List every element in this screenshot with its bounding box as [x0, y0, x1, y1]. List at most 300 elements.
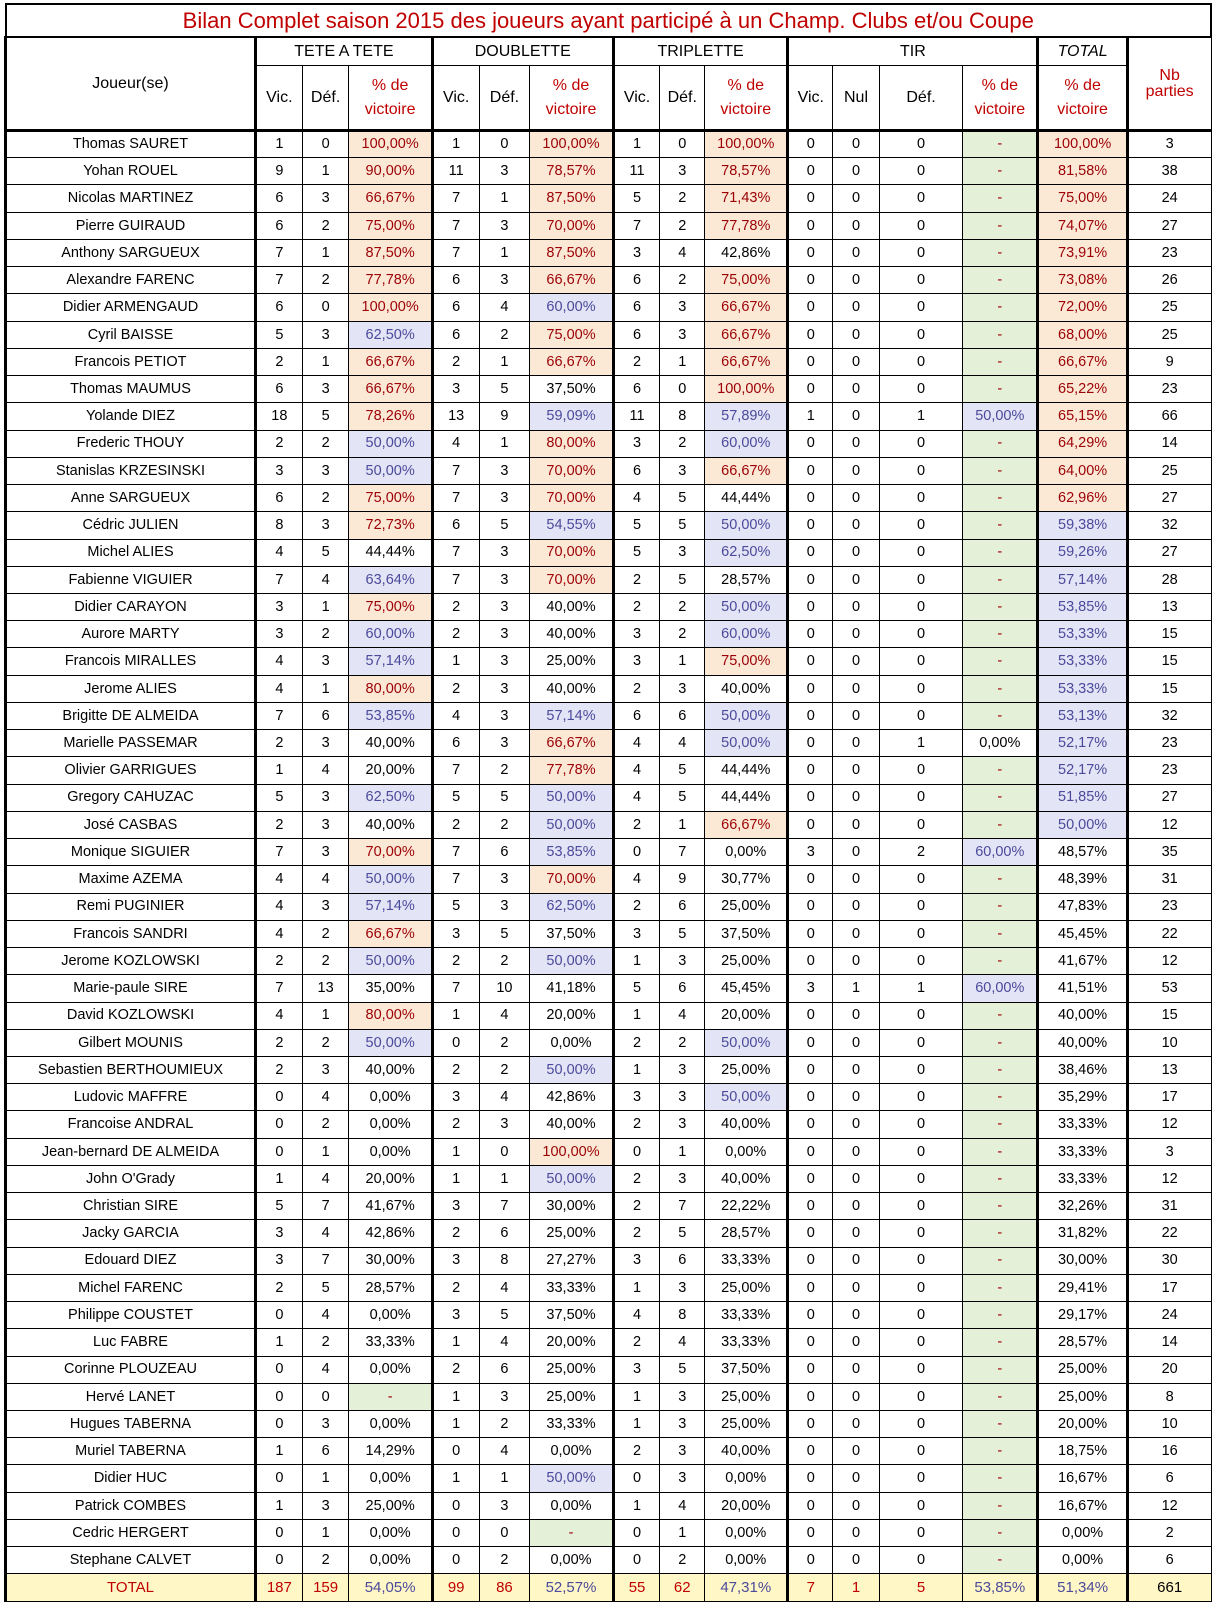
cell-tat-pct: 87,50%	[349, 239, 432, 266]
cell-total-pct: 53,33%	[1038, 648, 1127, 675]
cell-tpl-pct: 25,00%	[705, 1274, 788, 1301]
cell-tir-nul: 0	[833, 185, 880, 212]
cell-tir-vic: 0	[788, 1274, 833, 1301]
cell-total-pct: 65,22%	[1038, 376, 1127, 403]
cell-dbl-pct: 60,00%	[530, 294, 613, 321]
cell-tpl-pct: 45,45%	[705, 975, 788, 1002]
table-row	[6, 839, 1212, 866]
cell-dbl-pct: 40,00%	[530, 675, 613, 702]
cell-tir-vic: 0	[788, 920, 833, 947]
cell-nb-parties: 27	[1127, 485, 1211, 512]
cell-dbl-def: 8	[479, 1247, 530, 1274]
cell-tat-def: 1	[302, 158, 349, 185]
cell-tat-vic: 0	[256, 1302, 303, 1329]
cell-tpl-def: 1	[660, 811, 705, 838]
total-tpl-vic: 55	[613, 1574, 660, 1602]
cell-tir-nul: 0	[833, 485, 880, 512]
cell-dbl-def: 3	[479, 566, 530, 593]
nb-parties-label: Nb parties	[1145, 66, 1194, 100]
cell-tat-def: 5	[302, 1274, 349, 1301]
cell-tir-nul: 0	[833, 1411, 880, 1438]
cell-tat-pct: 62,50%	[349, 784, 432, 811]
cell-tir-pct: -	[963, 948, 1038, 975]
total-dbl-pct: 52,57%	[530, 1574, 613, 1602]
cell-tpl-vic: 6	[613, 376, 660, 403]
cell-player: Stephane CALVET	[6, 1547, 256, 1574]
cell-tpl-def: 5	[660, 1356, 705, 1383]
table-row	[6, 539, 1212, 566]
cell-tpl-def: 1	[660, 1138, 705, 1165]
cell-tat-pct: 41,67%	[349, 1193, 432, 1220]
cell-tir-pct: -	[963, 539, 1038, 566]
cell-tir-def: 0	[879, 376, 962, 403]
cell-tpl-def: 3	[660, 321, 705, 348]
cell-tat-pct: 75,00%	[349, 212, 432, 239]
cell-tir-nul: 0	[833, 348, 880, 375]
cell-tpl-def: 5	[660, 757, 705, 784]
cell-dbl-vic: 0	[432, 1492, 479, 1519]
table-row	[6, 621, 1212, 648]
cell-player: Yolande DIEZ	[6, 403, 256, 430]
cell-tat-def: 0	[302, 1383, 349, 1410]
cell-dbl-pct: 59,09%	[530, 403, 613, 430]
cell-nb-parties: 3	[1127, 131, 1211, 158]
cell-total-pct: 35,29%	[1038, 1084, 1127, 1111]
subheader-tir-vic	[788, 66, 833, 131]
table-row	[6, 948, 1212, 975]
cell-tir-pct: -	[963, 239, 1038, 266]
cell-tpl-def: 9	[660, 866, 705, 893]
cell-tir-vic: 3	[788, 975, 833, 1002]
cell-dbl-pct: 37,50%	[530, 1302, 613, 1329]
cell-dbl-def: 4	[479, 1084, 530, 1111]
cell-tir-def: 0	[879, 348, 962, 375]
subheader-tir-pct-label: % de victoire	[974, 77, 1026, 118]
cell-tpl-vic: 2	[613, 593, 660, 620]
cell-tat-def: 1	[302, 675, 349, 702]
cell-dbl-def: 6	[479, 1356, 530, 1383]
cell-total-pct: 20,00%	[1038, 1411, 1127, 1438]
cell-tir-vic: 0	[788, 185, 833, 212]
cell-dbl-vic: 3	[432, 376, 479, 403]
total-nb-parties: 661	[1127, 1574, 1211, 1602]
cell-nb-parties: 2	[1127, 1519, 1211, 1546]
cell-tpl-def: 1	[660, 648, 705, 675]
cell-player: Marie-paule SIRE	[6, 975, 256, 1002]
cell-tir-pct: -	[963, 212, 1038, 239]
cell-dbl-pct: 100,00%	[530, 131, 613, 158]
cell-tir-def: 0	[879, 920, 962, 947]
cell-player: Gregory CAHUZAC	[6, 784, 256, 811]
table-row	[6, 158, 1212, 185]
cell-tat-vic: 4	[256, 893, 303, 920]
cell-nb-parties: 23	[1127, 730, 1211, 757]
cell-tat-pct: 0,00%	[349, 1302, 432, 1329]
cell-tat-def: 2	[302, 1547, 349, 1574]
cell-tir-def: 0	[879, 512, 962, 539]
cell-tat-pct: 77,78%	[349, 267, 432, 294]
cell-dbl-vic: 7	[432, 457, 479, 484]
cell-tpl-vic: 6	[613, 321, 660, 348]
cell-tat-pct: 50,00%	[349, 430, 432, 457]
cell-dbl-vic: 2	[432, 1220, 479, 1247]
cell-dbl-def: 9	[479, 403, 530, 430]
cell-tat-vic: 0	[256, 1356, 303, 1383]
cell-tpl-def: 3	[660, 1111, 705, 1138]
cell-dbl-pct: 50,00%	[530, 1165, 613, 1192]
cell-tir-vic: 0	[788, 566, 833, 593]
cell-tir-nul: 0	[833, 893, 880, 920]
group-total: TOTAL	[1038, 37, 1127, 66]
total-tir-nul: 1	[833, 1574, 880, 1602]
cell-total-pct: 29,41%	[1038, 1274, 1127, 1301]
cell-tir-nul: 0	[833, 1084, 880, 1111]
cell-player: Hugues TABERNA	[6, 1411, 256, 1438]
cell-tir-vic: 0	[788, 1356, 833, 1383]
cell-tir-nul: 0	[833, 920, 880, 947]
cell-tpl-pct: 20,00%	[705, 1492, 788, 1519]
cell-dbl-vic: 1	[432, 1002, 479, 1029]
cell-dbl-vic: 6	[432, 294, 479, 321]
cell-nb-parties: 17	[1127, 1084, 1211, 1111]
cell-tir-nul: 0	[833, 158, 880, 185]
cell-dbl-def: 2	[479, 321, 530, 348]
cell-tpl-vic: 1	[613, 1002, 660, 1029]
cell-tir-def: 2	[879, 839, 962, 866]
cell-tat-def: 4	[302, 1165, 349, 1192]
cell-tir-def: 0	[879, 1547, 962, 1574]
cell-dbl-def: 3	[479, 267, 530, 294]
cell-tat-vic: 5	[256, 1193, 303, 1220]
cell-tir-nul: 0	[833, 1329, 880, 1356]
subheader-tpl-vic	[613, 66, 660, 131]
cell-nb-parties: 12	[1127, 1165, 1211, 1192]
total-tir-pct: 53,85%	[963, 1574, 1038, 1602]
cell-total-pct: 74,07%	[1038, 212, 1127, 239]
cell-dbl-pct: 66,67%	[530, 267, 613, 294]
subheader-dbl-def	[479, 66, 530, 131]
cell-tir-vic: 0	[788, 1492, 833, 1519]
cell-tpl-vic: 2	[613, 811, 660, 838]
cell-tat-pct: 72,73%	[349, 512, 432, 539]
cell-dbl-vic: 7	[432, 485, 479, 512]
cell-tat-pct: 90,00%	[349, 158, 432, 185]
cell-tat-def: 3	[302, 321, 349, 348]
subheader-tat-vic	[256, 66, 303, 131]
total-tat-vic: 187	[256, 1574, 303, 1602]
cell-tir-pct: -	[963, 648, 1038, 675]
cell-tir-def: 0	[879, 1329, 962, 1356]
cell-dbl-pct: 87,50%	[530, 239, 613, 266]
cell-tat-pct: 40,00%	[349, 730, 432, 757]
cell-tpl-vic: 2	[613, 1220, 660, 1247]
cell-tpl-pct: 66,67%	[705, 811, 788, 838]
cell-tat-pct: 30,00%	[349, 1247, 432, 1274]
cell-tpl-def: 2	[660, 212, 705, 239]
cell-tpl-vic: 3	[613, 1356, 660, 1383]
cell-tpl-def: 3	[660, 539, 705, 566]
cell-dbl-pct: 50,00%	[530, 1465, 613, 1492]
table-row	[6, 1411, 1212, 1438]
cell-tir-def: 0	[879, 1411, 962, 1438]
cell-nb-parties: 17	[1127, 1274, 1211, 1301]
cell-tat-pct: 60,00%	[349, 621, 432, 648]
cell-dbl-def: 2	[479, 1056, 530, 1083]
cell-tat-def: 3	[302, 893, 349, 920]
cell-tir-pct: -	[963, 321, 1038, 348]
cell-tat-pct: 100,00%	[349, 294, 432, 321]
cell-tir-nul: 0	[833, 1029, 880, 1056]
cell-dbl-def: 4	[479, 1329, 530, 1356]
cell-tir-pct: -	[963, 185, 1038, 212]
cell-tpl-pct: 33,33%	[705, 1247, 788, 1274]
cell-tir-pct: 60,00%	[963, 839, 1038, 866]
table-row	[6, 321, 1212, 348]
cell-tat-vic: 6	[256, 294, 303, 321]
cell-tir-nul: 0	[833, 1438, 880, 1465]
cell-player: Muriel TABERNA	[6, 1438, 256, 1465]
cell-tir-def: 0	[879, 866, 962, 893]
cell-nb-parties: 30	[1127, 1247, 1211, 1274]
cell-total-pct: 33,33%	[1038, 1165, 1127, 1192]
cell-tpl-def: 3	[660, 1274, 705, 1301]
cell-dbl-def: 3	[479, 158, 530, 185]
cell-dbl-pct: 42,86%	[530, 1084, 613, 1111]
cell-tpl-vic: 4	[613, 485, 660, 512]
cell-dbl-pct: 80,00%	[530, 430, 613, 457]
cell-dbl-vic: 7	[432, 212, 479, 239]
cell-tir-def: 0	[879, 1111, 962, 1138]
cell-tir-vic: 0	[788, 457, 833, 484]
cell-tat-vic: 0	[256, 1084, 303, 1111]
cell-tpl-pct: 100,00%	[705, 131, 788, 158]
cell-tpl-def: 5	[660, 485, 705, 512]
cell-tpl-vic: 2	[613, 566, 660, 593]
cell-dbl-def: 6	[479, 1220, 530, 1247]
cell-tat-vic: 7	[256, 267, 303, 294]
cell-total-pct: 16,67%	[1038, 1465, 1127, 1492]
table-row	[6, 1138, 1212, 1165]
cell-tir-pct: -	[963, 1165, 1038, 1192]
cell-player: Olivier GARRIGUES	[6, 757, 256, 784]
cell-nb-parties: 25	[1127, 294, 1211, 321]
cell-tat-vic: 0	[256, 1383, 303, 1410]
total-tpl-pct: 47,31%	[705, 1574, 788, 1602]
cell-player: Michel ALIES	[6, 539, 256, 566]
cell-nb-parties: 12	[1127, 1492, 1211, 1519]
cell-tat-pct: 57,14%	[349, 648, 432, 675]
cell-tir-pct: -	[963, 866, 1038, 893]
cell-tir-nul: 0	[833, 593, 880, 620]
cell-tir-def: 0	[879, 648, 962, 675]
cell-dbl-pct: 54,55%	[530, 512, 613, 539]
cell-total-pct: 57,14%	[1038, 566, 1127, 593]
cell-tir-vic: 0	[788, 1165, 833, 1192]
table-row	[6, 1165, 1212, 1192]
cell-tat-vic: 3	[256, 593, 303, 620]
cell-tat-def: 3	[302, 784, 349, 811]
cell-tir-pct: -	[963, 1274, 1038, 1301]
cell-tat-pct: 50,00%	[349, 948, 432, 975]
cell-dbl-def: 5	[479, 920, 530, 947]
cell-tpl-pct: 44,44%	[705, 784, 788, 811]
cell-nb-parties: 8	[1127, 1383, 1211, 1410]
cell-tpl-vic: 2	[613, 893, 660, 920]
cell-total-pct: 50,00%	[1038, 811, 1127, 838]
cell-tir-pct: -	[963, 294, 1038, 321]
cell-tir-def: 0	[879, 675, 962, 702]
cell-dbl-vic: 2	[432, 811, 479, 838]
cell-tat-def: 3	[302, 457, 349, 484]
cell-tir-vic: 0	[788, 1111, 833, 1138]
cell-tir-pct: -	[963, 1329, 1038, 1356]
table-row	[6, 1302, 1212, 1329]
cell-tat-def: 2	[302, 1029, 349, 1056]
cell-tpl-def: 3	[660, 948, 705, 975]
cell-dbl-vic: 13	[432, 403, 479, 430]
table-row	[6, 1329, 1212, 1356]
cell-dbl-pct: 20,00%	[530, 1002, 613, 1029]
cell-tat-vic: 2	[256, 1029, 303, 1056]
cell-tir-nul: 0	[833, 1302, 880, 1329]
cell-tat-vic: 4	[256, 1002, 303, 1029]
cell-tir-def: 0	[879, 239, 962, 266]
cell-dbl-pct: 25,00%	[530, 1356, 613, 1383]
cell-dbl-vic: 1	[432, 648, 479, 675]
cell-tat-pct: 78,26%	[349, 403, 432, 430]
table-row	[6, 267, 1212, 294]
cell-nb-parties: 31	[1127, 866, 1211, 893]
cell-tat-vic: 8	[256, 512, 303, 539]
cell-tpl-vic: 3	[613, 621, 660, 648]
cell-tat-def: 2	[302, 621, 349, 648]
cell-tpl-def: 3	[660, 1438, 705, 1465]
cell-dbl-def: 3	[479, 539, 530, 566]
cell-player: Luc FABRE	[6, 1329, 256, 1356]
cell-player: Didier HUC	[6, 1465, 256, 1492]
cell-tir-vic: 0	[788, 1193, 833, 1220]
cell-tpl-def: 2	[660, 593, 705, 620]
cell-tir-nul: 0	[833, 866, 880, 893]
cell-tir-def: 0	[879, 1383, 962, 1410]
table-row	[6, 730, 1212, 757]
cell-tat-def: 7	[302, 1247, 349, 1274]
cell-tir-nul: 0	[833, 784, 880, 811]
cell-tat-def: 2	[302, 1111, 349, 1138]
cell-tat-def: 3	[302, 1056, 349, 1083]
cell-tat-vic: 2	[256, 348, 303, 375]
cell-tir-vic: 0	[788, 212, 833, 239]
cell-tir-pct: -	[963, 430, 1038, 457]
cell-tpl-vic: 1	[613, 1056, 660, 1083]
cell-player: Marielle PASSEMAR	[6, 730, 256, 757]
cell-nb-parties: 13	[1127, 593, 1211, 620]
cell-dbl-pct: 70,00%	[530, 566, 613, 593]
cell-player: Stanislas KRZESINSKI	[6, 457, 256, 484]
cell-tat-vic: 2	[256, 1274, 303, 1301]
cell-tpl-def: 4	[660, 1492, 705, 1519]
cell-tat-pct: 44,44%	[349, 539, 432, 566]
cell-tat-vic: 4	[256, 920, 303, 947]
cell-tir-vic: 0	[788, 1329, 833, 1356]
cell-tat-pct: 80,00%	[349, 1002, 432, 1029]
cell-tpl-pct: 44,44%	[705, 485, 788, 512]
cell-total-pct: 53,33%	[1038, 621, 1127, 648]
cell-tir-def: 0	[879, 1193, 962, 1220]
cell-nb-parties: 31	[1127, 1193, 1211, 1220]
cell-tpl-vic: 2	[613, 1329, 660, 1356]
cell-dbl-def: 5	[479, 784, 530, 811]
cell-tpl-pct: 50,00%	[705, 593, 788, 620]
cell-tat-vic: 1	[256, 757, 303, 784]
cell-dbl-pct: 33,33%	[530, 1274, 613, 1301]
cell-dbl-vic: 5	[432, 893, 479, 920]
cell-tat-vic: 3	[256, 457, 303, 484]
cell-nb-parties: 16	[1127, 1438, 1211, 1465]
group-tete-a-tete: TETE A TETE	[256, 37, 433, 66]
cell-tpl-vic: 3	[613, 1247, 660, 1274]
cell-tpl-pct: 25,00%	[705, 948, 788, 975]
cell-dbl-pct: 50,00%	[530, 1056, 613, 1083]
cell-tat-pct: 75,00%	[349, 593, 432, 620]
cell-dbl-pct: 53,85%	[530, 839, 613, 866]
table-row	[6, 485, 1212, 512]
cell-tir-nul: 0	[833, 1165, 880, 1192]
cell-tpl-pct: 37,50%	[705, 920, 788, 947]
cell-dbl-def: 3	[479, 648, 530, 675]
table-row	[6, 1492, 1212, 1519]
cell-tpl-pct: 40,00%	[705, 1438, 788, 1465]
cell-tpl-vic: 3	[613, 239, 660, 266]
cell-dbl-vic: 6	[432, 267, 479, 294]
cell-tat-vic: 6	[256, 485, 303, 512]
cell-dbl-vic: 2	[432, 948, 479, 975]
cell-tpl-pct: 66,67%	[705, 457, 788, 484]
cell-tir-nul: 0	[833, 539, 880, 566]
cell-tpl-pct: 60,00%	[705, 430, 788, 457]
cell-dbl-pct: 50,00%	[530, 784, 613, 811]
cell-dbl-def: 2	[479, 1411, 530, 1438]
cell-tir-nul: 0	[833, 1274, 880, 1301]
cell-dbl-vic: 0	[432, 1547, 479, 1574]
subheader-tpl-vic-label: Vic.	[623, 88, 651, 106]
cell-dbl-pct: 70,00%	[530, 539, 613, 566]
cell-tir-pct: 50,00%	[963, 403, 1038, 430]
cell-tpl-def: 3	[660, 294, 705, 321]
cell-tpl-pct: 75,00%	[705, 267, 788, 294]
cell-tat-def: 1	[302, 1465, 349, 1492]
cell-tir-pct: -	[963, 1383, 1038, 1410]
cell-tir-nul: 0	[833, 757, 880, 784]
cell-tat-vic: 2	[256, 1056, 303, 1083]
cell-dbl-vic: 11	[432, 158, 479, 185]
cell-tir-vic: 0	[788, 621, 833, 648]
cell-tat-pct: 0,00%	[349, 1138, 432, 1165]
cell-tpl-def: 5	[660, 1220, 705, 1247]
cell-tir-nul: 0	[833, 512, 880, 539]
cell-player: José CASBAS	[6, 811, 256, 838]
cell-dbl-def: 2	[479, 811, 530, 838]
table-row	[6, 1084, 1212, 1111]
cell-tpl-pct: 62,50%	[705, 539, 788, 566]
cell-dbl-vic: 7	[432, 975, 479, 1002]
table-row	[6, 1274, 1212, 1301]
cell-tir-vic: 0	[788, 1438, 833, 1465]
cell-tpl-vic: 6	[613, 457, 660, 484]
subheader-dbl-vic	[432, 66, 479, 131]
cell-tpl-pct: 40,00%	[705, 1111, 788, 1138]
cell-player: Jerome ALIES	[6, 675, 256, 702]
